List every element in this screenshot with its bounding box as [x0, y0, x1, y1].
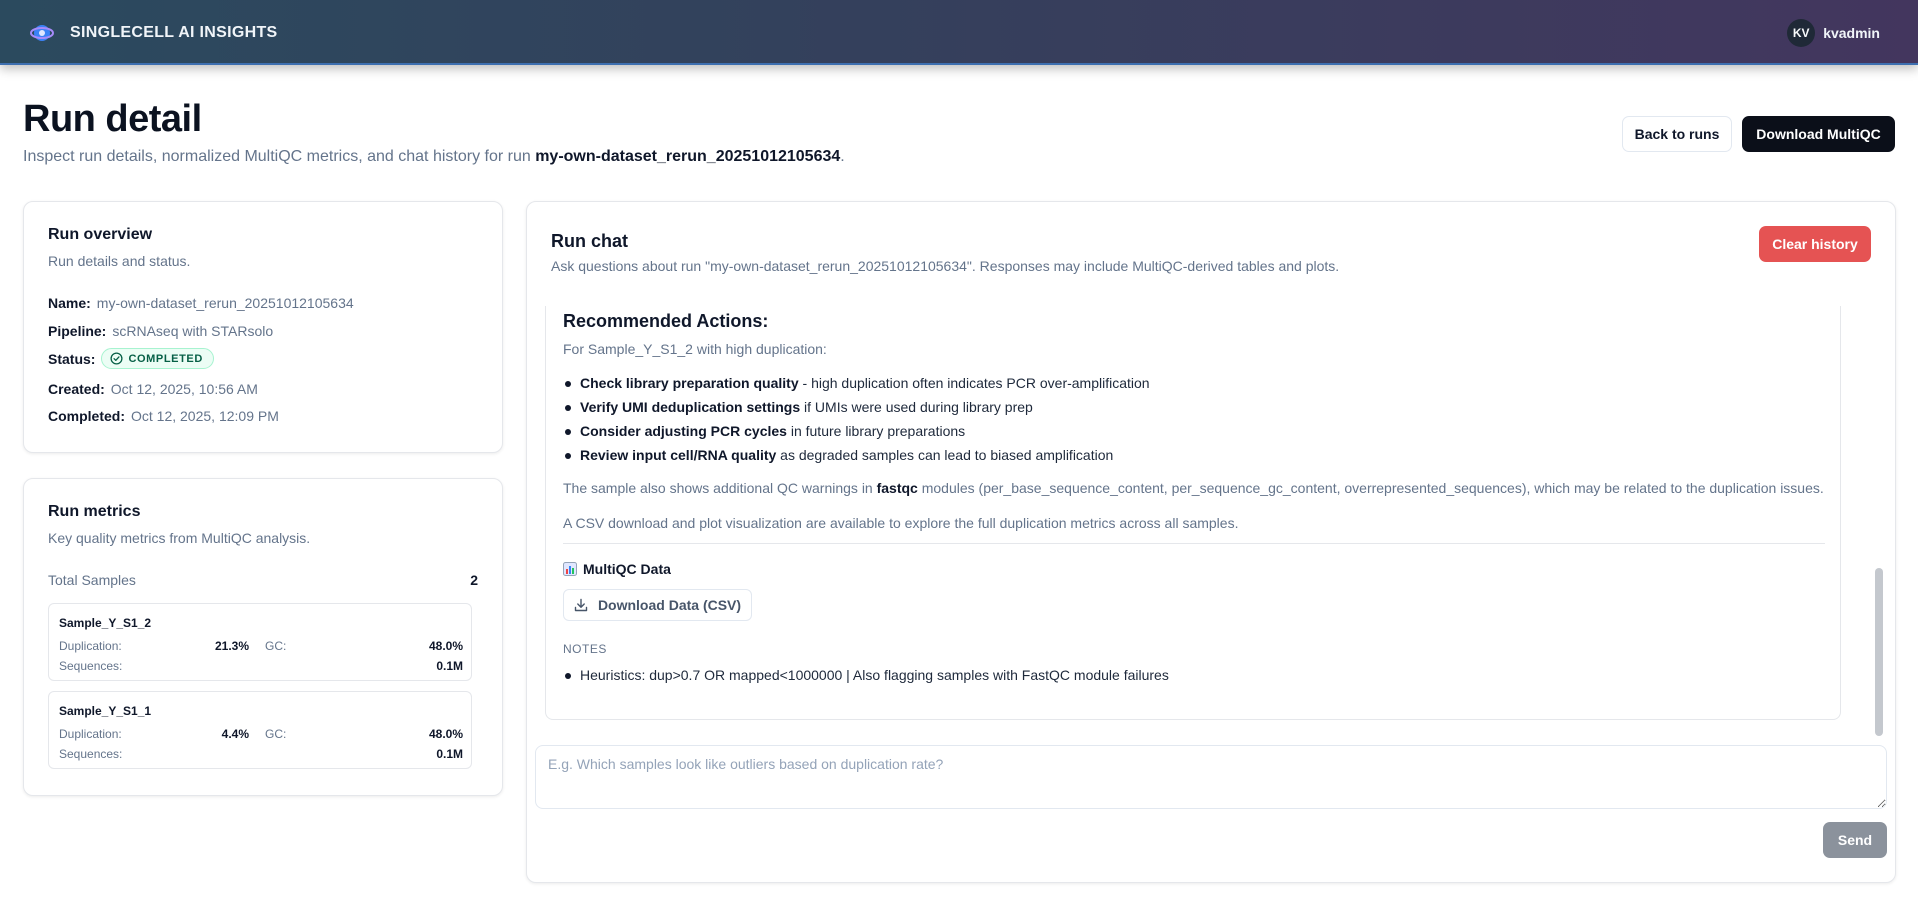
bar-chart-icon — [563, 562, 577, 576]
status-value: COMPLETED — [128, 352, 203, 365]
chat-input[interactable] — [535, 745, 1887, 809]
message-paragraph — [563, 480, 1824, 496]
bullet-icon — [565, 381, 571, 387]
list-item — [563, 399, 1033, 415]
user-menu[interactable] — [1787, 19, 1880, 47]
list-item — [563, 447, 1113, 463]
overview-pipeline-row — [48, 323, 273, 339]
bullet-icon — [565, 453, 571, 459]
check-circle-icon — [110, 352, 123, 365]
multiqc-data-heading — [563, 561, 671, 577]
subtitle-suffix: . — [840, 148, 845, 165]
page-title: Run detail — [23, 98, 202, 140]
bullet-icon — [565, 673, 571, 679]
duplication-value: 4.4% — [221, 727, 249, 741]
brand[interactable] — [30, 21, 278, 45]
sample-name: Sample_Y_S1_2 — [59, 616, 152, 630]
name-label: Name: — [48, 295, 91, 311]
run-chat-card — [526, 201, 1896, 883]
status-label: Status: — [48, 350, 96, 367]
para1-c: modules (per_base_sequence_content, per_sequence_gc_content, overrepresented_sequences), which may be related to the duplication issues. — [917, 480, 1824, 496]
run-overview-card — [23, 201, 503, 453]
page-subtitle — [23, 148, 845, 166]
gc-value: 48.0% — [428, 639, 463, 653]
duplication-label: Duplication: — [59, 639, 122, 653]
list-item — [563, 423, 965, 439]
message-intro: For Sample_Y_S1_2 with high duplication: — [563, 341, 827, 357]
subtitle-run-name: my-own-dataset_rerun_20251012105634 — [535, 148, 841, 165]
para1-fastqc: fastqc — [876, 480, 918, 496]
sequences-label: Sequences: — [59, 659, 123, 673]
sequences-value: 0.1M — [436, 747, 463, 761]
note-text: Heuristics: dup>0.7 OR mapped<1000000 | Also flagging samples with FastQC module failures — [580, 667, 1169, 683]
run-metrics-card — [23, 478, 503, 796]
gc-label: GC: — [265, 639, 287, 653]
run-overview-title: Run overview — [48, 226, 153, 243]
total-samples-label: Total Samples — [48, 572, 136, 588]
created-value: Oct 12, 2025, 10:56 AM — [110, 381, 258, 397]
status-badge — [101, 348, 213, 369]
message-paragraph: A CSV download and plot visualization are available to explore the full duplication metrics across all samples. — [563, 515, 1239, 531]
pipeline-label: Pipeline: — [48, 323, 107, 339]
bullet-bold: Check library preparation quality — [580, 375, 799, 391]
bullet-text: - high duplication often indicates PCR over-amplification — [798, 375, 1150, 391]
total-samples-row — [48, 572, 478, 588]
message-heading: Recommended Actions: — [563, 311, 769, 331]
download-csv-label: Download Data (CSV) — [597, 597, 742, 613]
sequences-value: 0.1M — [436, 659, 463, 673]
cell-logo-icon — [30, 21, 54, 45]
bullet-text: as degraded samples can lead to biased amplification — [776, 447, 1114, 463]
gc-label: GC: — [265, 727, 287, 741]
download-icon — [574, 598, 588, 612]
username: kvadmin — [1823, 25, 1880, 41]
overview-created-row — [48, 381, 258, 397]
created-label: Created: — [48, 381, 105, 397]
download-multiqc-button[interactable]: Download MultiQC — [1742, 116, 1895, 152]
bullet-bold: Consider adjusting PCR cycles — [580, 423, 787, 439]
duplication-label: Duplication: — [59, 727, 122, 741]
sequences-label: Sequences: — [59, 747, 123, 761]
clear-history-button[interactable]: Clear history — [1759, 226, 1871, 262]
bullet-bold: Verify UMI deduplication settings — [580, 399, 801, 415]
run-metrics-description: Key quality metrics from MultiQC analysis. — [48, 530, 311, 546]
bullet-icon — [565, 405, 571, 411]
subtitle-prefix: Inspect run details, normalized MultiQC metrics, and chat history for run — [23, 148, 536, 165]
notes-heading: NOTES — [563, 642, 607, 656]
bullet-bold: Review input cell/RNA quality — [580, 447, 777, 463]
chat-scrollbar[interactable] — [1875, 568, 1883, 736]
overview-status-row — [48, 348, 214, 369]
list-item — [563, 375, 1150, 391]
multiqc-data-title: MultiQC Data — [583, 561, 671, 577]
top-navbar — [0, 0, 1918, 65]
bullet-text: in future library preparations — [786, 423, 966, 439]
bullet-text: if UMIs were used during library prep — [800, 399, 1033, 415]
run-chat-title: Run chat — [551, 231, 629, 251]
overview-completed-row — [48, 408, 279, 424]
sample-name: Sample_Y_S1_1 — [59, 704, 152, 718]
note-item — [563, 667, 1169, 683]
duplication-value: 21.3% — [214, 639, 249, 653]
bullet-icon — [565, 429, 571, 435]
completed-value: Oct 12, 2025, 12:09 PM — [131, 408, 279, 424]
gc-value: 48.0% — [428, 727, 463, 741]
total-samples-value: 2 — [470, 572, 478, 588]
divider — [563, 543, 1825, 544]
overview-name-row — [48, 295, 354, 311]
run-overview-description: Run details and status. — [48, 253, 191, 269]
assistant-message — [545, 306, 1841, 720]
completed-label: Completed: — [48, 408, 125, 424]
brand-name: SINGLECELL AI INSIGHTS — [70, 24, 278, 41]
chat-history[interactable] — [545, 306, 1891, 736]
back-to-runs-button[interactable]: Back to runs — [1622, 116, 1732, 152]
para1-a: The sample also shows additional QC warnings in — [563, 480, 877, 496]
sample-card — [48, 603, 472, 681]
pipeline-value: scRNAseq with STARsolo — [112, 323, 274, 339]
run-chat-description: Ask questions about run "my-own-dataset_rerun_20251012105634". Responses may include MultiQC-derived tables and plots. — [551, 258, 1340, 274]
download-csv-button[interactable] — [563, 589, 752, 621]
name-value: my-own-dataset_rerun_20251012105634 — [96, 295, 354, 311]
run-metrics-title: Run metrics — [48, 503, 141, 520]
sample-card — [48, 691, 472, 769]
avatar: KV — [1787, 19, 1815, 47]
send-button[interactable]: Send — [1823, 822, 1887, 858]
